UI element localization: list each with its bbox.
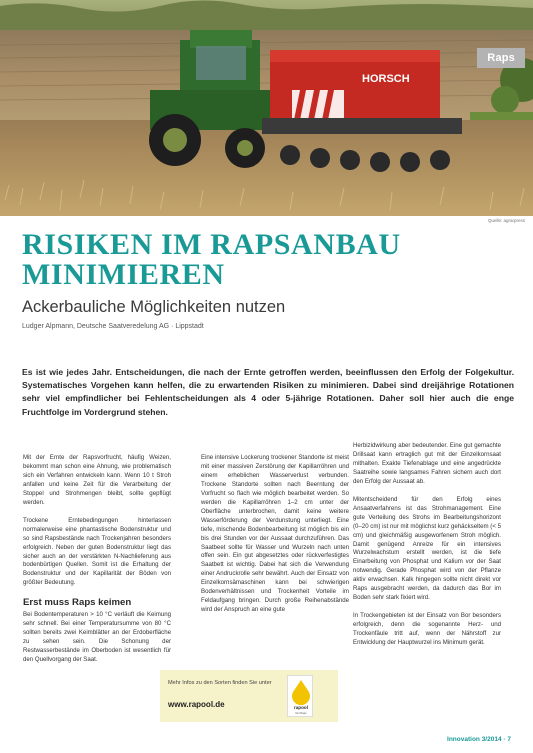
seeder-brand-label: HORSCH [362, 73, 410, 85]
paragraph: Mitentscheidend für den Erfolg eines Ansaatverfahrens ist das Strohmanagement. Eine gute Verteilung des Strohs im Bearbeitungshorizont (0–20 cm) ist nur mit möglichst kurz gehäckseltem (< 5 cm) und gleichmäßig ausgeworfenem Stroh möglich. Damit genügend Anreize für ein intensives Wurzelwachstum erstellt werden, ist die tiefe Einarbeitung von Phosphat und Kalium vor der Saat notwendig. Gerade Phosphat wird von der Pflanze aktiv erwachsen. Kalk hingegen sollte nicht direkt vor Raps ausgebracht werden, da dadurch das Bor im Boden sehr stark fixiert wird. [353, 495, 501, 602]
photo-credit: Quelle: agrarpress [487, 218, 525, 223]
page-number: 7 [507, 736, 511, 743]
paragraph: Bei Bodentemperaturen > 10 °C verläuft die Keimung sehr schnell. Bei einer Temperatursumme von 80 °C sollten bereits zwei Keimblätter an der Erdoberfläche zu sehen sein. Die Schonung der Restwasserbestände im Oberboden ist wesentlich für den Quellvorgang der Saat. [23, 611, 171, 664]
author-byline: Ludger Alpmann, Deutsche Saatveredelung AG · Lippstadt [22, 323, 204, 330]
article-subtitle: Ackerbauliche Möglichkeiten nutzen [22, 298, 286, 316]
paragraph: Herbizidwirkung aber bedeutender. Eine gut gemachte Drillsaat kann ertraglich gut mit der Einzelkornsaat mithalten. Exakte Tiefenablage und eine angedrückte Saatreihe sowie langsames Fahren sichern auch dort den Erfolg der Aussaat ab. [353, 442, 501, 485]
info-box-text: Mehr Infos zu den Sorten finden Sie unter [168, 680, 272, 686]
issue-label: Innovation 3/2014 · [447, 736, 506, 743]
paragraph: Eine intensive Lockerung trockener Standorte ist meist mit einer massiven Zerstörung der Kapillarröhren und einem erheblichen Wasserverlust verbunden. Trockene Standorte sollten nach Beerntung der Vorfrucht so flach wie möglich bearbeitet werden. So werden die Kapillarröhren 1–2 cm unter der Oberfläche unterbrochen, damit keine weitere Wasserförderung der Verdunstung unterliegt. Eine tiefe, mischende Bodenbearbeitung ist möglich bis ein bis drei Stunden vor der Aussaat durchzuführen. Das Saatbeet sollte für Wasser und Wurzeln nach unten offen sein. Ein gut abgesetztes oder rückverfestigtes Saatbett ist wichtig. Dabei hat sich die Verwendung einer Andruckrolle sehr bewährt. Auch der Einsatz von Einzelkornsämaschinen kann bei schwierigen Bodenverhältnissen und Trockenheit Vorteile im Feldaufgang bringen. Durch große Reihenabstände wird der Anspruch an eine gute [201, 454, 349, 614]
rapool-logo [287, 675, 313, 717]
article-title: RISIKEN IM RAPSANBAU MINIMIEREN [22, 228, 401, 291]
rapool-logo-icon [288, 676, 314, 718]
body-column-1 [23, 454, 171, 674]
rapool-logo-text: rapool [293, 705, 309, 710]
paragraph: Mit der Ernte der Rapsvorfrucht, häufig Weizen, bekommt man schon eine Ahnung, wie problematisch sich ein Verfahren entwickeln kann. Wenn 10 t Stroh anfallen und keine Zeit für die Verarbeitung der Stoppel und Strohmengen bleibt, sollte gepflügt werden. [23, 454, 171, 506]
rapool-logo-subtext: Der Raps [295, 712, 307, 715]
section-heading: Erst muss Raps keimen [23, 597, 132, 609]
tractor-field-image [0, 0, 533, 216]
body-column-2 [201, 454, 349, 624]
section-tag: Raps [477, 48, 525, 68]
paragraph: Trockene Erntebedingungen hinterlassen normalerweise eine phantastische Bodenstruktur und so sind Rapsbestände nach Trockenjahren besonders erfolgreich. Neben der guten Bodenstruktur liegt das sicher auch an der verstärkten N-Nachlieferung aus bodenbürtigen Quellen. Somit ist die Erhaltung der Bodenstruktur und der Kapillarität der Böden von größter Bedeutung. [23, 516, 171, 587]
info-box [160, 670, 338, 722]
hero-photo [0, 0, 533, 216]
page-footer [447, 736, 511, 743]
lead-paragraph: Es ist wie jedes Jahr. Entscheidungen, die nach der Ernte getroffen werden, beeinflussen den Erfolg der Folgekultur. Systematisches Vorgehen kann helfen, die zu erwartenden Risiken zu minimieren. Dabei sind dreijährige Rotationen sehr viel empfindlicher bei Fehlentscheidungen als 4 oder 5-jährige Rotationen. Daher soll hier auch die enge Fruchtfolge im Vordergrund stehen. [22, 367, 514, 417]
rapool-link[interactable]: www.rapool.de [168, 700, 225, 709]
body-column-3 [353, 442, 501, 657]
paragraph: In Trockengebieten ist der Einsatz von Bor besonders erfolgreich, denn die sogenannte Herz- und Trockenfäule tritt auf, wenn der Nährstoff zur Entwicklung der Hauptwurzel ins Minimum gerät. [353, 612, 501, 647]
